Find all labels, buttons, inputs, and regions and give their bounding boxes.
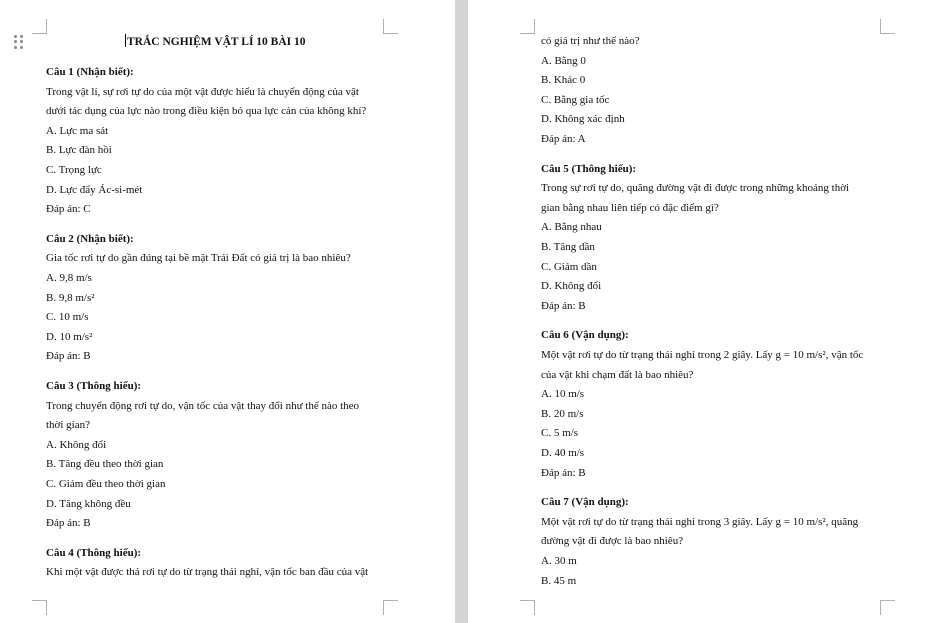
document-answer-line[interactable]: Đáp án: B (541, 299, 586, 312)
document-answer-line[interactable]: Đáp án: B (541, 466, 586, 479)
document-answer-line[interactable]: Đáp án: B (46, 350, 91, 363)
document-title[interactable]: TRẮC NGHIỆM VẬT LÍ 10 BÀI 10 (127, 36, 306, 48)
document-text-line[interactable]: Một vật rơi tự do từ trạng thái nghỉ trong 3 giây. Lấy g = 10 m/s², quãng (541, 515, 859, 528)
document-option-line[interactable]: A. Bằng 0 (541, 54, 586, 67)
document-option-line[interactable]: B. Tăng dần (541, 241, 595, 253)
document-text-line[interactable]: thời gian? (46, 419, 90, 432)
document-heading-line[interactable]: Câu 4 (Thông hiểu): (46, 546, 142, 559)
document-option-line[interactable]: B. 45 m (541, 574, 577, 587)
drag-handle-icon[interactable] (14, 35, 24, 49)
margin-corner-mark (520, 19, 535, 34)
margin-corner-mark (520, 600, 535, 615)
margin-corner-mark (32, 19, 47, 34)
document-page-left[interactable] (0, 0, 455, 623)
document-option-line[interactable]: D. Lực đẩy Ác-si-mét (46, 183, 143, 196)
margin-corner-mark (880, 600, 895, 615)
document-text-line[interactable]: có giá trị như thế nào? (541, 35, 640, 47)
document-option-line[interactable]: C. 10 m/s (46, 311, 89, 324)
document-heading-line[interactable]: Câu 6 (Vận dụng): (541, 329, 629, 342)
document-option-line[interactable]: B. 20 m/s (541, 407, 584, 420)
document-option-line[interactable]: D. Tăng không đều (46, 497, 131, 510)
document-heading-line[interactable]: Câu 1 (Nhận biết): (46, 66, 134, 78)
document-option-line[interactable]: C. 5 m/s (541, 427, 578, 440)
text-cursor-icon (125, 34, 126, 47)
margin-corner-mark (383, 600, 398, 615)
document-option-line[interactable]: C. Trọng lực (46, 164, 102, 176)
document-option-line[interactable]: B. 9,8 m/s² (46, 291, 95, 304)
document-option-line[interactable]: A. Bằng nhau (541, 221, 602, 234)
document-text-line[interactable]: Trong chuyển động rơi tự do, vận tốc của vật thay đổi như thế nào theo (46, 399, 360, 412)
margin-corner-mark (383, 19, 398, 34)
margin-corner-mark (880, 19, 895, 34)
document-option-line[interactable]: A. Không đổi (46, 438, 107, 451)
document-option-line[interactable]: C. Bằng gia tốc (541, 93, 610, 106)
document-heading-line[interactable]: Câu 7 (Vận dụng): (541, 496, 629, 509)
document-text-line[interactable]: gian bằng nhau liên tiếp có đặc điểm gì? (541, 201, 719, 214)
document-heading-line[interactable]: Câu 5 (Thông hiểu): (541, 162, 637, 175)
document-option-line[interactable]: B. Lực đàn hồi (46, 144, 112, 157)
page-gutter (455, 0, 468, 623)
document-option-line[interactable]: D. 10 m/s² (46, 330, 93, 343)
document-text-line[interactable]: Gia tốc rơi tự do gần đúng tại bề mặt Trái Đất có giá trị là bao nhiêu? (46, 252, 351, 265)
document-text-line[interactable]: Một vật rơi tự do từ trạng thái nghỉ trong 2 giây. Lấy g = 10 m/s², vận tốc (541, 349, 864, 361)
document-option-line[interactable]: D. 40 m/s (541, 447, 585, 459)
document-text-line[interactable]: dưới tác dụng của lực nào trong điều kiện bỏ qua lực cản của không khí? (46, 105, 367, 118)
document-text-line[interactable]: của vật khi chạm đất là bao nhiêu? (541, 368, 694, 381)
document-answer-line[interactable]: Đáp án: A (541, 133, 586, 145)
document-answer-line[interactable]: Đáp án: C (46, 203, 91, 216)
document-text-line[interactable]: Khi một vật được thả rơi tự do từ trạng thái nghỉ, vận tốc ban đầu của vật (46, 566, 369, 579)
document-text-line[interactable]: đường vật đi được là bao nhiêu? (541, 535, 684, 548)
document-option-line[interactable]: D. Không đổi (541, 280, 602, 293)
document-option-line[interactable]: D. Không xác định (541, 113, 625, 126)
document-option-line[interactable]: A. 10 m/s (541, 388, 585, 401)
document-heading-line[interactable]: Câu 2 (Nhận biết): (46, 232, 134, 245)
document-option-line[interactable]: C. Giảm dần (541, 260, 597, 273)
margin-corner-mark (32, 600, 47, 615)
document-option-line[interactable]: A. 30 m (541, 555, 577, 567)
document-text-line[interactable]: Trong vật lí, sự rơi tự do của một vật được hiểu là chuyển động của vật (46, 85, 359, 98)
document-option-line[interactable]: B. Tăng đều theo thời gian (46, 458, 164, 471)
document-option-line[interactable]: A. Lực ma sát (46, 124, 109, 137)
document-text-line[interactable]: Trong sự rơi tự do, quãng đường vật đi được trong những khoảng thời (541, 182, 850, 195)
document-page-right[interactable] (468, 0, 927, 623)
document-option-line[interactable]: A. 9,8 m/s (46, 272, 92, 284)
document-answer-line[interactable]: Đáp án: B (46, 517, 91, 530)
document-option-line[interactable]: B. Khác 0 (541, 74, 586, 87)
document-heading-line[interactable]: Câu 3 (Thông hiểu): (46, 380, 142, 392)
document-option-line[interactable]: C. Giảm đều theo thời gian (46, 478, 166, 490)
